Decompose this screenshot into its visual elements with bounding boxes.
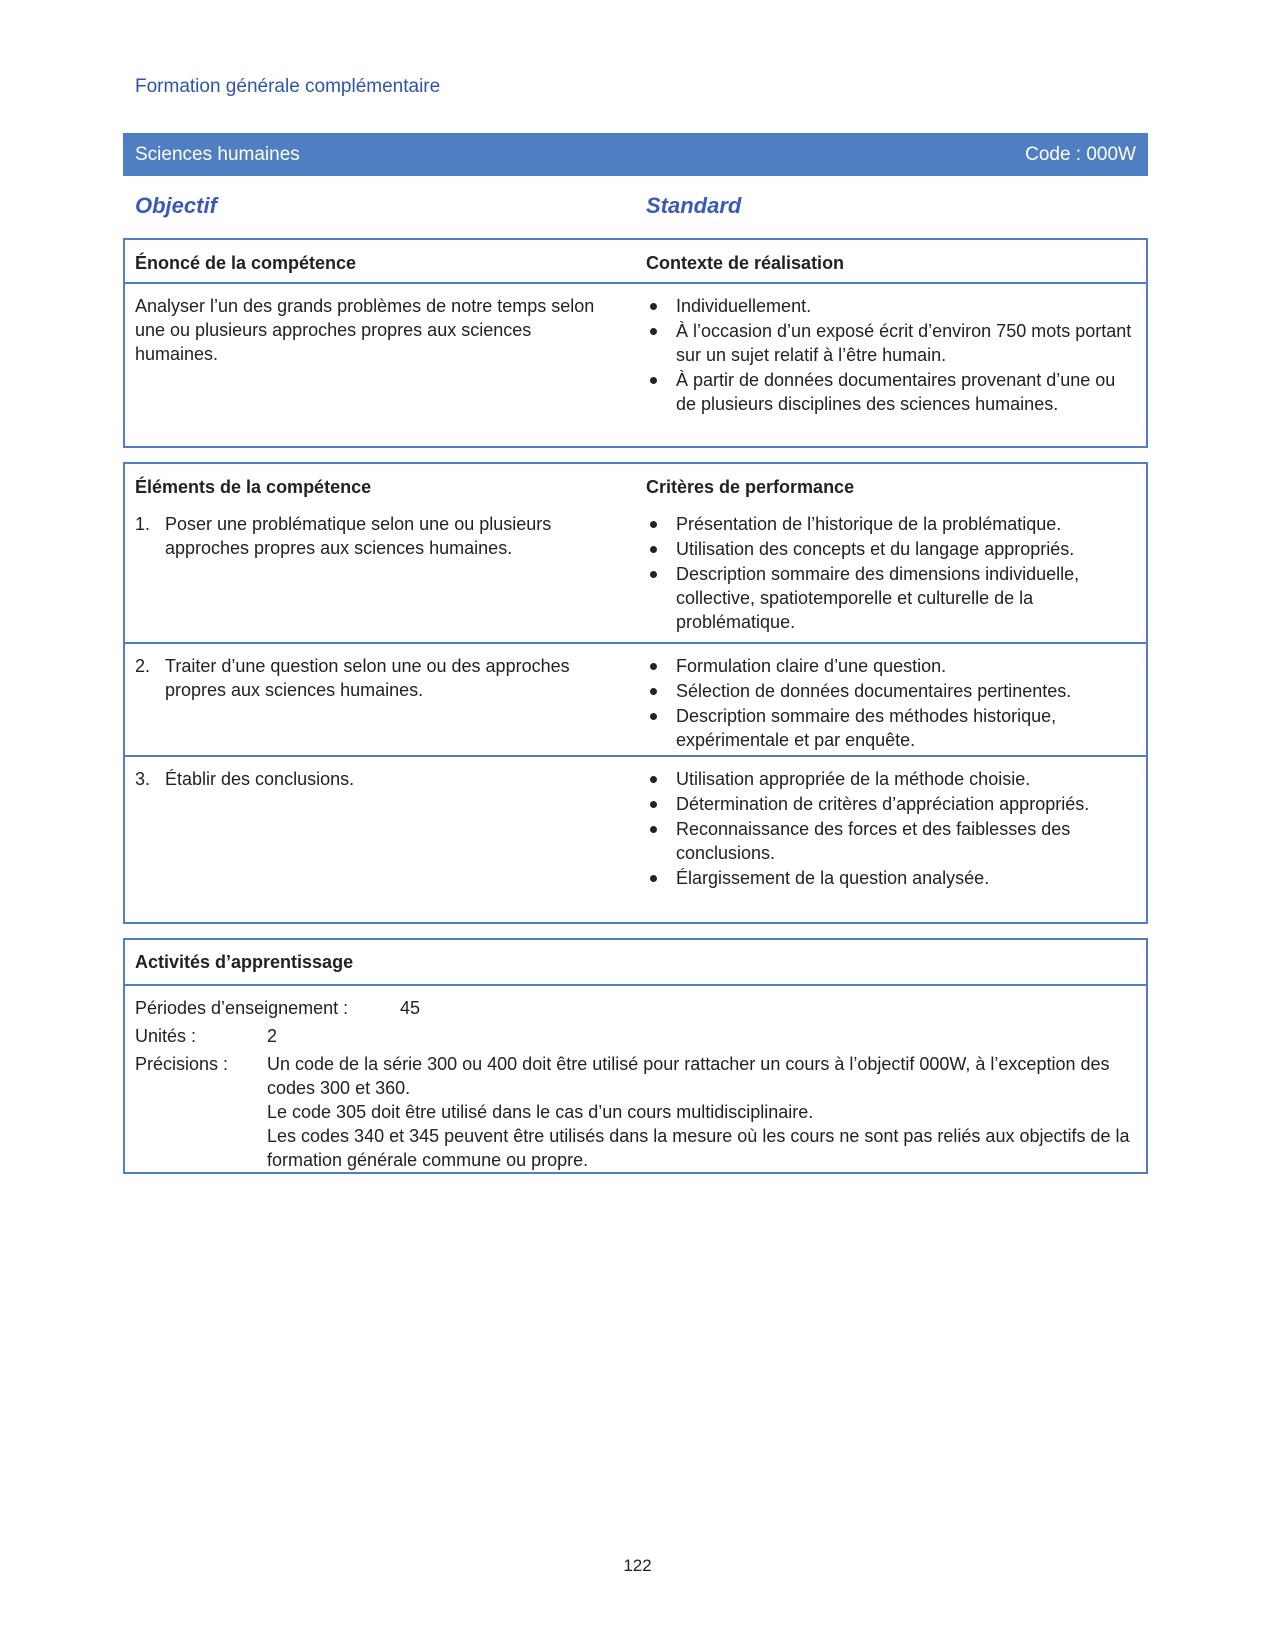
precision-item: Le code 305 doit être utilisé dans le cas d’un cours multidisciplinaire. <box>267 1102 814 1122</box>
criteres-heading: Critères de performance <box>646 477 855 497</box>
competence-box <box>123 238 1148 448</box>
precision-item: Un code de la série 300 ou 400 doit être utilisé pour rattacher un cours à l’objectif 000W, à l’exception des codes 300 et 360. <box>267 1054 1110 1098</box>
elements-header <box>125 464 1146 506</box>
standard-title: Standard <box>646 193 742 218</box>
enonce-text: Analyser l’un des grands problèmes de notre temps selon une ou plusieurs approches propres aux sciences humaines. <box>135 296 595 364</box>
precision-item: Les codes 340 et 345 peuvent être utilisés dans la mesure où les cours ne sont pas reliés aux objectifs de la formation générale commune ou propre. <box>267 1126 1130 1170</box>
periodes-label: Périodes d’enseignement : <box>135 998 349 1018</box>
table-row <box>125 642 1146 755</box>
table-row <box>125 506 1146 642</box>
list-item: Reconnaissance des forces et des faiblesses des conclusions. <box>646 817 1126 865</box>
discipline-name: Sciences humaines <box>135 143 300 165</box>
list-item: Sélection de données documentaires pertinentes. <box>646 679 1126 703</box>
criteres-list <box>646 512 1126 635</box>
activites-box <box>123 938 1148 1174</box>
contexte-heading: Contexte de réalisation <box>646 253 845 273</box>
periodes-value: 45 <box>400 998 421 1018</box>
list-item: Description sommaire des méthodes historique, expérimentale et par enquête. <box>646 704 1126 752</box>
list-item: Utilisation appropriée de la méthode choisie. <box>646 767 1126 791</box>
list-item: Formulation claire d’une question. <box>646 654 1126 678</box>
unites-label: Unités : <box>135 1026 197 1046</box>
activites-heading: Activités d’apprentissage <box>135 952 354 972</box>
list-item: Présentation de l’historique de la problématique. <box>646 512 1126 536</box>
element-text: Poser une problématique selon une ou plusieurs approches propres aux sciences humaines. <box>165 514 552 558</box>
precisions-label: Précisions : <box>135 1054 229 1074</box>
element-number: 2. <box>135 656 151 676</box>
elements-heading: Éléments de la compétence <box>135 477 372 497</box>
discipline-banner <box>123 133 1148 176</box>
element-text: Traiter d’une question selon une ou des approches propres aux sciences humaines. <box>165 656 570 700</box>
objectif-title: Objectif <box>135 193 217 218</box>
criteres-list <box>646 654 1126 753</box>
enonce-heading: Énoncé de la compétence <box>135 253 357 273</box>
list-item: À l’occasion d’un exposé écrit d’environ 750 mots portant sur un sujet relatif à l’être humain. <box>646 319 1136 367</box>
element-number: 3. <box>135 769 151 789</box>
contexte-list <box>646 294 1136 417</box>
list-item: Détermination de critères d’appréciation appropriés. <box>646 792 1126 816</box>
table-row <box>125 755 1146 917</box>
criteres-list <box>646 767 1126 891</box>
course-code: Code : 000W <box>1025 143 1136 165</box>
elements-box <box>123 462 1148 924</box>
list-item: Individuellement. <box>646 294 1136 318</box>
activites-header <box>125 940 1146 986</box>
list-item: À partir de données documentaires provenant d’une ou de plusieurs disciplines des sciences humaines. <box>646 368 1136 416</box>
program-title: Formation générale complémentaire <box>135 76 441 97</box>
element-text: Établir des conclusions. <box>165 769 355 789</box>
page-number: 122 <box>623 1556 652 1575</box>
list-item: Description sommaire des dimensions individuelle, collective, spatiotemporelle et culturelle de la problématique. <box>646 562 1126 634</box>
element-number: 1. <box>135 514 151 534</box>
list-item: Utilisation des concepts et du langage appropriés. <box>646 537 1126 561</box>
precisions-list <box>267 1052 1137 1172</box>
list-item: Élargissement de la question analysée. <box>646 866 1126 890</box>
unites-value: 2 <box>267 1026 278 1046</box>
competence-header <box>125 240 1146 284</box>
